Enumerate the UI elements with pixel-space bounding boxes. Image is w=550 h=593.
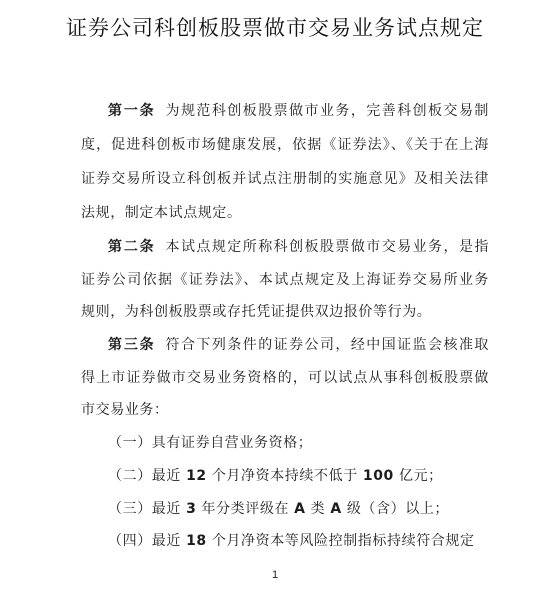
condition-item-3-prefix: （三）最近 [108, 501, 181, 517]
document-title: 证券公司科创板股票做市交易业务试点规定 [66, 16, 484, 40]
condition-item-2-prefix: （二）最近 [108, 468, 181, 484]
condition-item-3-mid-2: 类 [310, 501, 326, 517]
condition-item-3-suffix: 级（含）以上； [346, 501, 450, 517]
condition-item-2-months: 12 [186, 468, 207, 484]
condition-item-3 [108, 500, 449, 518]
article-1-heading: 第一条 [108, 103, 156, 119]
condition-item-4 [108, 532, 475, 550]
article-3-line-2: 得上市证券做市交易业务资格的，可以试点从事科创板股票做 [81, 370, 489, 386]
condition-item-2-suffix: 亿元； [398, 468, 443, 484]
article-3-line-3: 市交易业务： [81, 402, 169, 418]
condition-item-3-grade-letter: A [330, 501, 342, 517]
article-2-text-1: 本试点规定所称科创板股票做市交易业务，是指 [165, 239, 489, 255]
article-2-line-1 [108, 238, 489, 256]
condition-item-3-class-letter: A [294, 501, 306, 517]
condition-item-3-mid-1: 年分类评级在 [201, 501, 290, 517]
article-2-line-2: 证券公司依据《证券法》、本试点规定及上海证券交易所业务 [81, 272, 489, 288]
article-3-text-1: 符合下列条件的证券公司，经中国证监会核准取 [165, 337, 489, 353]
condition-item-4-months: 18 [186, 533, 207, 549]
condition-item-2-mid: 个月净资本持续不低于 [211, 468, 358, 484]
condition-item-4-prefix: （四）最近 [108, 533, 181, 549]
condition-item-2 [108, 467, 443, 485]
article-1-line-4: 法规，制定本试点规定。 [81, 205, 242, 221]
article-3-line-1 [108, 336, 489, 354]
condition-item-3-years: 3 [186, 501, 197, 517]
condition-item-4-suffix: 个月净资本等风险控制指标持续符合规定 [211, 533, 475, 549]
article-1-line-2: 度，促进科创板市场健康发展，依据《证券法》、《关于在上海 [81, 137, 489, 153]
page-number: 1 [271, 569, 279, 581]
article-1-line-1 [108, 102, 489, 120]
article-3-heading: 第三条 [108, 337, 156, 353]
article-1-line-3: 证券交易所设立科创板并试点注册制的实施意见》及相关法律 [81, 171, 489, 187]
article-2-line-3: 规则，为科创板股票或存托凭证提供双边报价等行为。 [81, 304, 432, 320]
condition-item-1: （一）具有证券自营业务资格； [108, 435, 313, 451]
article-1-text-1: 为规范科创板股票做市业务，完善科创板交易制 [165, 103, 489, 119]
article-2-heading: 第二条 [108, 239, 156, 255]
condition-item-2-amount: 100 [362, 468, 394, 484]
